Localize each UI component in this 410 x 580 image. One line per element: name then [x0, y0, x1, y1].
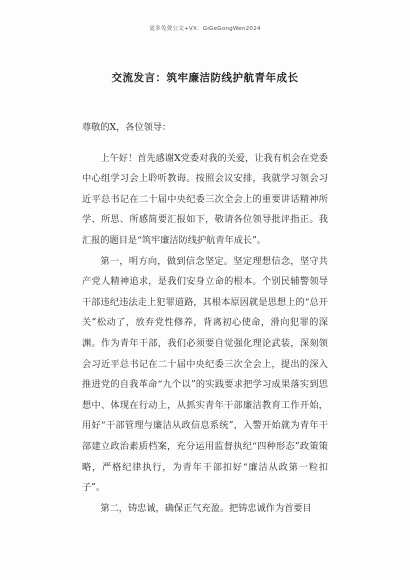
salutation: 尊敬的X，各位领导：	[82, 122, 172, 133]
document-title: 交流发言：筑牢廉洁防线护航青年成长	[111, 72, 299, 84]
paragraph-opening: 上午好！首先感谢X党委对我的关爱，让我有机会在党委中心组学习会上聆听教诲。按照会议安排，我就学习领会习近平总书记在二十届中央纪委三次全会上的重要讲话精神所学、所思、所感简要汇报如下，敬请各位领导批评指正。我汇报的题目是“筑牢廉洁防线护航青年成长”。	[82, 152, 328, 246]
paragraph-second-point: 第二，铸忠诚，确保正气充盈。把铸忠诚作为首要目	[100, 502, 312, 514]
document-body	[82, 118, 328, 519]
header-note: 更多免费公文+VX：GiGeGongWen2024	[149, 26, 261, 32]
paragraph-first-point: 第一，明方向，做到信念坚定。坚定理想信念，坚守共产党人精神追求，是我们安身立命的根本。个别民辅警领导干部违纪违法走上犯罪道路，其根本原因就是思想上的“总开关”松动了，放弃党性修养，背离初心使命，滑向犯罪的深渊。作为青年干部，我们必须要自觉强化理论武装，深刻领会习近平总书记在二十届中央纪委三次全会上，提出的深入推进党的自我革命“九个以”的实践要求把学习成果落实到思想中、体现在行动上，从抓实青年干部廉洁教育工作开始，用好“干部管理与廉洁从政信息系统”，入警开始就为青年干部建立政治素质档案，充分运用监督执纪“四种形态”政策策略，严格纪律执行，为青年干部扣好“廉洁从政第一粒扣子”。	[82, 255, 328, 494]
